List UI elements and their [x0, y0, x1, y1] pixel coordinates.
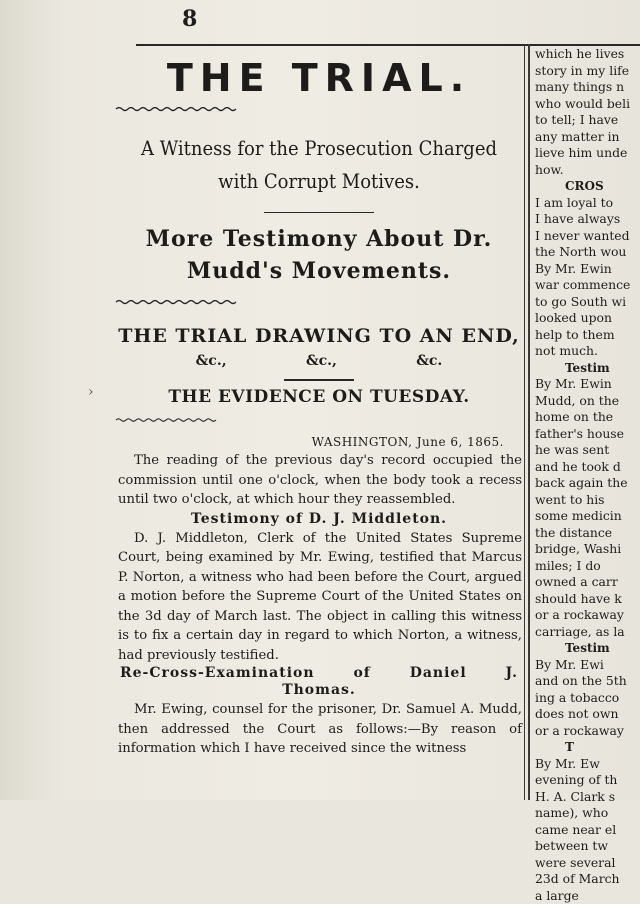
- right-column-line: to go South wi: [535, 294, 640, 311]
- right-column-line: miles; I do: [535, 558, 640, 575]
- headline: THE TRIAL.: [116, 56, 522, 100]
- heading-word: Daniel: [410, 665, 467, 681]
- right-column-line: Mudd, on the: [535, 393, 640, 410]
- etc-mark: &c.,: [196, 353, 227, 369]
- margin-mark: ›: [88, 384, 94, 400]
- right-column-line: T: [535, 739, 640, 756]
- right-column-line: 23d of March: [535, 871, 640, 888]
- subheadline-line: A Witness for the Prosecution Charged: [136, 132, 501, 165]
- right-column-line: were several: [535, 855, 640, 872]
- right-column-line: home on the: [535, 409, 640, 426]
- etc-mark: &c.,: [306, 353, 337, 369]
- right-column-line: which he lives: [535, 46, 640, 63]
- right-column-line: I am loyal to: [535, 195, 640, 212]
- subheadline-line: with Corrupt Motives.: [136, 165, 501, 198]
- right-column-line: By Mr. Ewin: [535, 261, 640, 278]
- wavy-divider: [116, 417, 216, 423]
- right-column-line: went to his: [535, 492, 640, 509]
- right-column-line: ing a tobacco: [535, 690, 640, 707]
- page-number: 8: [182, 6, 197, 32]
- right-column-line: By Mr. Ew: [535, 756, 640, 773]
- right-column-line: carriage, as la: [535, 624, 640, 641]
- section-heading-middleton: Testimony of D. J. Middleton.: [116, 511, 522, 527]
- right-column-line: By Mr. Ewin: [535, 376, 640, 393]
- short-rule: [284, 379, 354, 381]
- right-column-line: back again the: [535, 475, 640, 492]
- section-heading-re-cross: [116, 665, 522, 681]
- right-column-line: a large: [535, 888, 640, 904]
- heading-word: of: [353, 665, 370, 681]
- right-column-line: H. A. Clark s: [535, 789, 640, 806]
- right-column-line: many things n: [535, 79, 640, 96]
- etc-marks: [156, 353, 482, 369]
- dateline: WASHINGTON, June 6, 1865.: [116, 435, 522, 449]
- right-column-line: evening of th: [535, 772, 640, 789]
- wavy-divider: [116, 299, 236, 305]
- right-column-line: how.: [535, 162, 640, 179]
- right-column-line: By Mr. Ewi: [535, 657, 640, 674]
- heading-word: J.: [506, 665, 518, 681]
- subheadline-line: More Testimony About Dr.: [116, 223, 522, 255]
- right-column-line: CROS: [535, 178, 640, 195]
- etc-mark: &c.: [416, 353, 442, 369]
- right-column-line: should have k: [535, 591, 640, 608]
- heading-word: Re-Cross-Examination: [120, 665, 315, 681]
- main-article: [116, 48, 522, 759]
- right-column-line: the North wou: [535, 244, 640, 261]
- column-rule: [528, 44, 530, 800]
- paragraph-recess: The reading of the previous day's record occupied the commission until one o'clock, when the body took a recess until two o'clock, at which hour they reassembled.: [116, 451, 522, 510]
- paragraph-ewing: Mr. Ewing, counsel for the prisoner, Dr. Samuel A. Mudd, then addressed the Court as follows:—By reason of information which I have received since the witness: [116, 700, 522, 759]
- right-column-line: war commence: [535, 277, 640, 294]
- right-column-line: to tell; I have: [535, 112, 640, 129]
- right-column-line: and on the 5th: [535, 673, 640, 690]
- divider: [264, 212, 374, 213]
- right-column-line: owned a carr: [535, 574, 640, 591]
- right-column-line: I have always: [535, 211, 640, 228]
- subheadline-mudd: [116, 223, 522, 287]
- subheadline-line: Mudd's Movements.: [116, 255, 522, 287]
- right-column-line: came near el: [535, 822, 640, 839]
- subheadline-witness: [136, 132, 501, 198]
- right-column: [535, 46, 640, 800]
- right-column-line: story in my life: [535, 63, 640, 80]
- right-column-line: does not own: [535, 706, 640, 723]
- right-column-line: or a rockaway: [535, 607, 640, 624]
- column-rule-inner: [524, 44, 525, 800]
- right-column-line: he was sent: [535, 442, 640, 459]
- right-column-line: or a rockaway: [535, 723, 640, 740]
- right-column-line: father's house: [535, 426, 640, 443]
- right-column-line: who would beli: [535, 96, 640, 113]
- right-column-line: Testim: [535, 640, 640, 657]
- right-column-line: not much.: [535, 343, 640, 360]
- right-column-line: between tw: [535, 838, 640, 855]
- right-column-line: bridge, Washi: [535, 541, 640, 558]
- subheadline-evidence: THE EVIDENCE ON TUESDAY.: [116, 387, 522, 407]
- right-column-line: and he took d: [535, 459, 640, 476]
- right-column-line: lieve him unde: [535, 145, 640, 162]
- right-column-line: some medicin: [535, 508, 640, 525]
- right-column-line: I never wanted: [535, 228, 640, 245]
- wavy-divider: [116, 106, 236, 112]
- right-column-line: any matter in: [535, 129, 640, 146]
- right-column-line: Testim: [535, 360, 640, 377]
- right-column-line: looked upon: [535, 310, 640, 327]
- paragraph-middleton: D. J. Middleton, Clerk of the United States Supreme Court, being examined by Mr. Ewing, testified that Marcus P. Norton, a witness who had been before the Court, argued a motion before the Supreme Court of the United States on the 3d day of March last. The object in calling this witness is to fix a certain day in regard to which Norton, a witness, had previously testified.: [116, 529, 522, 666]
- subheadline-drawing-to-end: THE TRIAL DRAWING TO AN END,: [116, 325, 522, 347]
- right-column-line: the distance: [535, 525, 640, 542]
- right-column-line: help to them: [535, 327, 640, 344]
- section-heading-thomas: Thomas.: [116, 682, 522, 698]
- right-column-line: name), who: [535, 805, 640, 822]
